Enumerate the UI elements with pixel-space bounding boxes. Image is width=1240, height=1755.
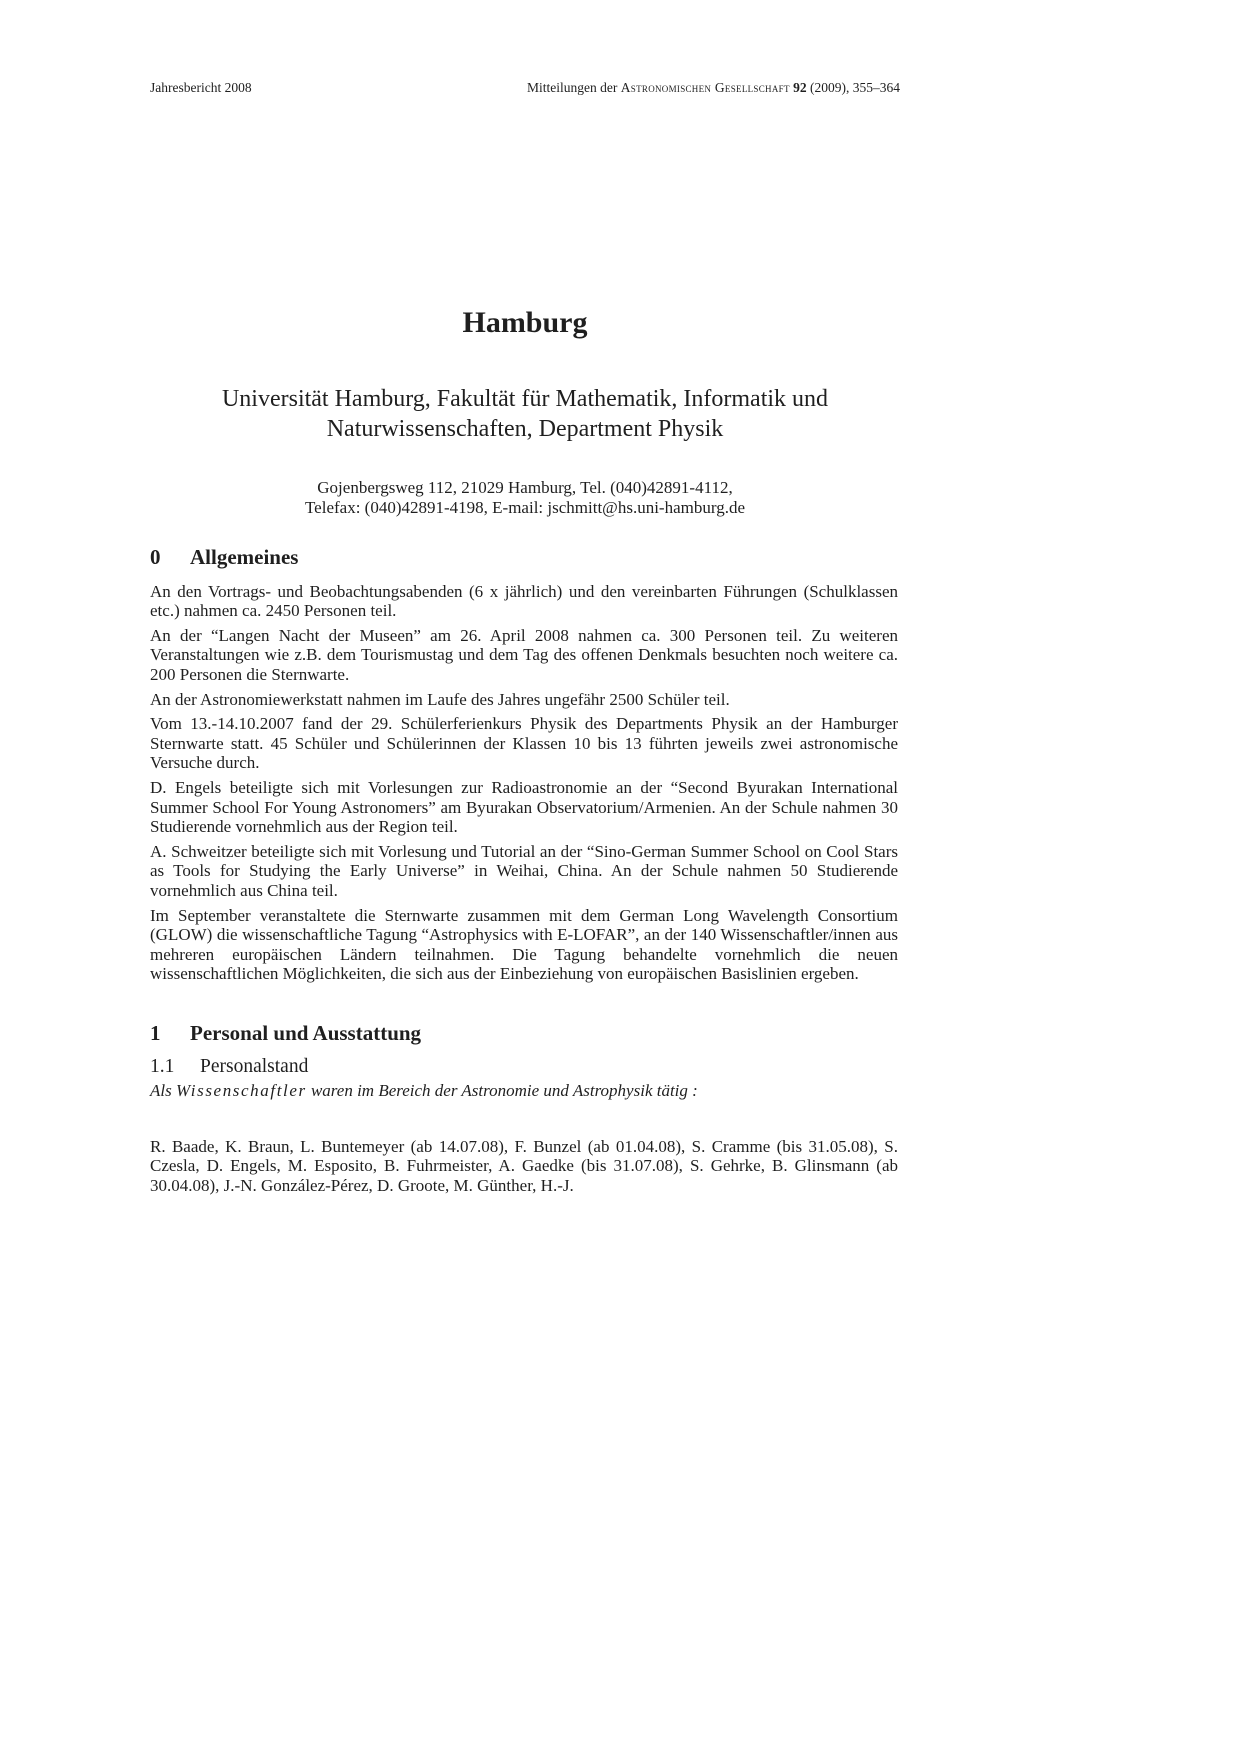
header-right xyxy=(527,80,900,96)
section-1-number: 1 xyxy=(150,1020,161,1045)
header-journal-prefix: Mitteilungen der xyxy=(527,80,621,95)
staff-category-prefix: Als xyxy=(150,1081,176,1101)
address-line-1: Gojenbergsweg 112, 21029 Hamburg, Tel. (040)42891-4112, xyxy=(317,478,733,497)
address-line-2: Telefax: (040)42891-4198, E-mail: jschmitt@hs.uni-hamburg.de xyxy=(304,498,745,517)
paragraph: D. Engels beteiligte sich mit Vorlesungen zur Radioastronomie an der “Second Byurakan International Summer School For Young Astronomers” am Byurakan Observatorium/Armenien. An der Schule nahmen 30 Studierende vornehmlich aus der Region teil. xyxy=(150,777,898,837)
header-left: Jahresbericht 2008 xyxy=(150,80,252,95)
header-volume: 92 xyxy=(793,80,807,95)
paragraph: A. Schweitzer beteiligte sich mit Vorlesung und Tutorial an der “Sino-German Summer School on Cool Stars as Tools for Studying the Early Universe” in Weihai, China. An der Schule nahmen 50 Studierende vornehmlich aus China teil. xyxy=(150,841,898,900)
paragraph: An der Astronomiewerkstatt nahmen im Laufe des Jahres ungefähr 2500 Schüler teil. xyxy=(150,689,730,709)
page-title: Hamburg xyxy=(462,306,588,339)
institution-address xyxy=(150,478,900,518)
staff-category-label xyxy=(150,1081,898,1101)
staff-category-suffix: waren im Bereich der Astronomie und Astrophysik tätig : xyxy=(306,1081,698,1101)
staff-names: R. Baade, K. Braun, L. Buntemeyer (ab 14.07.08), F. Bunzel (ab 01.04.08), S. Cramme (bis 31.05.08), S. Czesla, D. Engels, M. Esposito, B. Fuhrmeister, A. Gaedke (bis 31.07.08), S. Gehrke, B. Glinsmann (ab 30.04.08), J.-N. González-Pérez, D. Groote, M. Günther, H.-J. xyxy=(150,1136,898,1195)
section-0-title: Allgemeines xyxy=(190,545,299,569)
institution-line-2: Naturwissenschaften, Department Physik xyxy=(326,416,724,442)
paragraph: Im September veranstaltete die Sternwarte zusammen mit dem German Long Wavelength Consortium (GLOW) die wissenschaftliche Tagung “Astrophysics with E-LOFAR”, an der 140 Wissenschaftler/innen aus mehreren europäischen Ländern teilnahmen. Die Tagung behandelte vornehmlich die neuen wissenschaftlichen Möglichkeiten, die sich aus der Einbeziehung von europäischen Basislinien ergeben. xyxy=(150,905,898,984)
subsection-1-1-number: 1.1 xyxy=(150,1056,175,1078)
document-body xyxy=(150,545,898,1200)
paragraph: An der “Langen Nacht der Museen” am 26. April 2008 nahmen ca. 300 Personen teil. Zu weiteren Veranstaltungen wie z.B. dem Tourismustag und dem Tag des offenen Denkmals besuchten noch weitere ca. 200 Personen die Sternwarte. xyxy=(150,625,898,684)
section-1-heading xyxy=(150,1020,898,1045)
section-0-number: 0 xyxy=(150,545,161,569)
header-journal-society: Astronomischen Gesellschaft xyxy=(620,80,790,95)
paragraph: An den Vortrags- und Beobachtungsabenden (6 x jährlich) und den vereinbarten Führungen (Schulklassen etc.) nahmen ca. 2450 Personen teil. xyxy=(150,581,898,621)
section-0-heading xyxy=(150,545,898,569)
institution-line-1: Universität Hamburg, Fakultät für Mathematik, Informatik und xyxy=(221,386,829,412)
staff-category-emphasis: Wissenschaftler xyxy=(175,1081,307,1101)
subsection-1-1-heading xyxy=(150,1057,898,1077)
subsection-1-1-title: Personalstand xyxy=(200,1056,309,1078)
institution-name xyxy=(150,384,900,444)
header-pages: (2009), 355–364 xyxy=(806,80,900,95)
paragraph: Vom 13.-14.10.2007 fand der 29. Schülerferienkurs Physik des Departments Physik an der Hamburger Sternwarte statt. 45 Schüler und Schülerinnen der Klassen 10 bis 13 führten jeweils zwei astronomische Versuche durch. xyxy=(150,714,898,773)
running-header xyxy=(150,80,900,96)
section-1-title: Personal und Ausstattung xyxy=(190,1020,422,1045)
